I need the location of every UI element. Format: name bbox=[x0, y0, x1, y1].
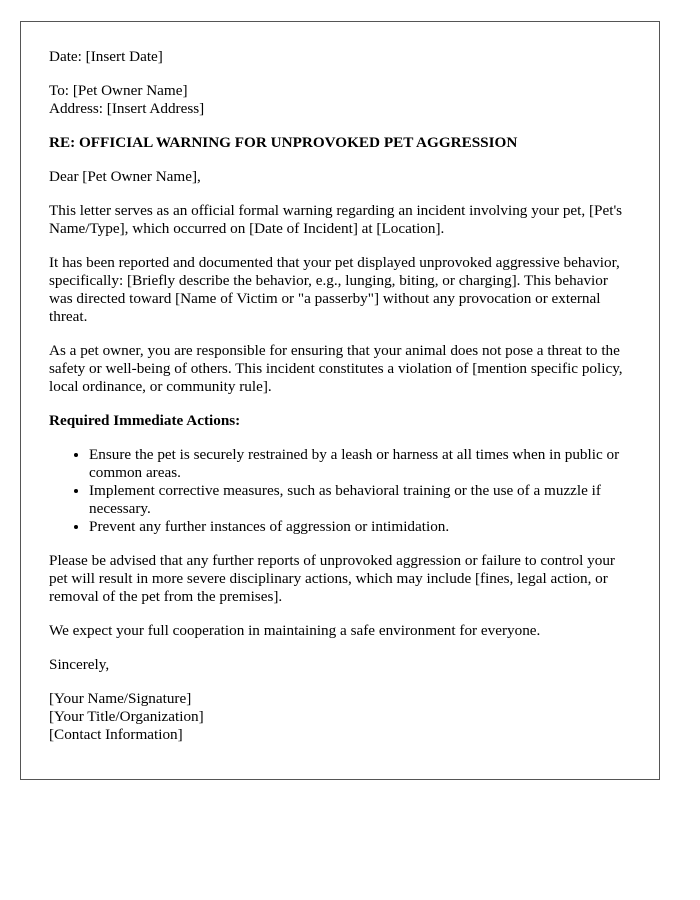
subject-line: RE: OFFICIAL WARNING FOR UNPROVOKED PET AGGRESSION bbox=[49, 134, 518, 151]
signature-block bbox=[49, 690, 631, 744]
actions-list bbox=[49, 446, 631, 536]
list-item: • Ensure the pet is securely restrained by a leash or harness at all times when in public or common areas. bbox=[89, 446, 631, 482]
date-line: Date: [Insert Date] bbox=[49, 48, 163, 65]
paragraph-behavior: It has been reported and documented that your pet displayed unprovoked aggressive behavior, specifically: [Briefly describe the behavior, e.g., lunging, biting, or charging]. This behavior was directed toward [Name of Victim or "a passerby"] without any provocation or external threat. bbox=[49, 254, 620, 325]
paragraph-responsibility: As a pet owner, you are responsible for ensuring that your animal does not pose a threat to the safety or well-being of others. This incident constitutes a violation of [mention specific policy, local ordinance, or community rule]. bbox=[49, 342, 623, 395]
paragraph-incident: This letter serves as an official formal warning regarding an incident involving your pet, [Pet's Name/Type], which occurred on [Date of Incident] at [Location]. bbox=[49, 202, 623, 237]
recipient-address: Address: [Insert Address] bbox=[49, 100, 205, 117]
signature-contact: [Contact Information] bbox=[49, 726, 183, 743]
recipient-name: To: [Pet Owner Name] bbox=[49, 82, 188, 99]
signature-name: [Your Name/Signature] bbox=[49, 690, 192, 707]
recipient-block bbox=[49, 82, 631, 118]
warning-letter bbox=[20, 21, 660, 780]
closing: Sincerely, bbox=[49, 656, 110, 673]
salutation: Dear [Pet Owner Name], bbox=[49, 168, 201, 185]
actions-heading: Required Immediate Actions: bbox=[49, 412, 241, 429]
signature-title: [Your Title/Organization] bbox=[49, 708, 204, 725]
list-item: • Implement corrective measures, such as behavioral training or the use of a muzzle if necessary. bbox=[89, 482, 631, 518]
list-item: • Prevent any further instances of aggression or intimidation. bbox=[89, 518, 631, 536]
paragraph-consequences: Please be advised that any further reports of unprovoked aggression or failure to control your pet will result in more severe disciplinary actions, which may include [fines, legal action, or removal of the pet from the premises]. bbox=[49, 552, 615, 605]
paragraph-cooperation: We expect your full cooperation in maintaining a safe environment for everyone. bbox=[49, 622, 541, 639]
